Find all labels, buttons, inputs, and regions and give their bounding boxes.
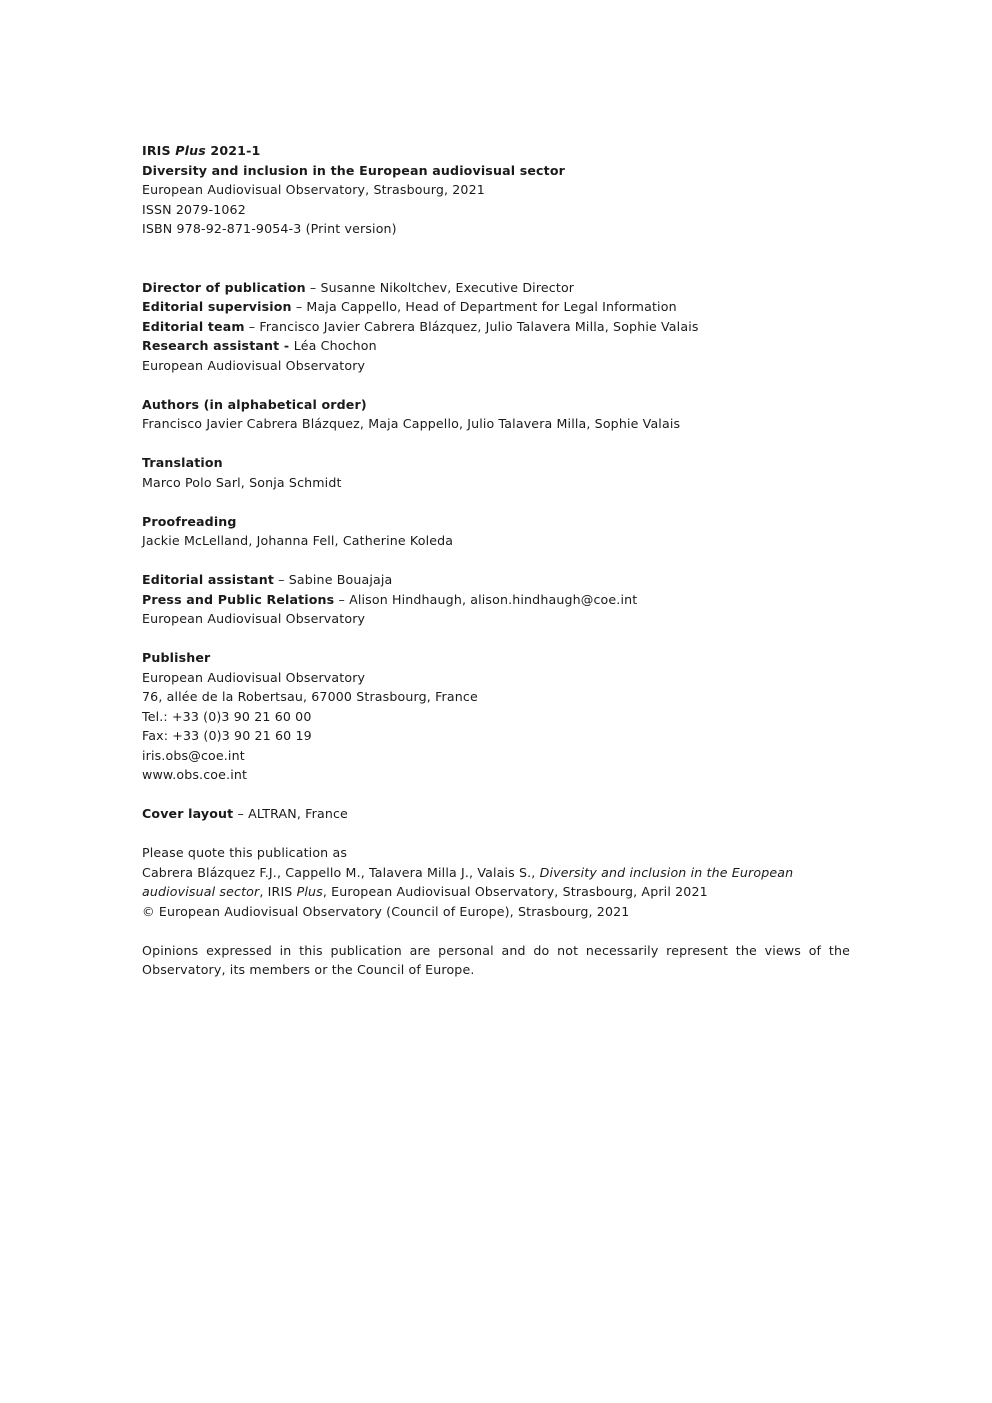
proofreading-label: Proofreading xyxy=(142,513,237,529)
series-prefix: IRIS xyxy=(142,143,176,158)
citation-series: Plus xyxy=(296,884,323,899)
issn: ISSN 2079-1062 xyxy=(142,201,246,217)
publication-title: Diversity and inclusion in the European audiovisual sector xyxy=(142,162,566,178)
research-line xyxy=(142,336,850,356)
credits-org: European Audiovisual Observatory xyxy=(142,357,366,373)
director-line xyxy=(142,278,850,298)
editorial-assistant-label: Editorial assistant xyxy=(142,572,274,587)
authors-value: Francisco Javier Cabrera Blázquez, Maja Cappello, Julio Talavera Milla, Sophie Valais xyxy=(142,416,681,431)
cover-line xyxy=(142,804,850,824)
press-line xyxy=(142,590,850,610)
press-label: Press and Public Relations xyxy=(142,591,335,607)
citation-tail: , European Audiovisual Observatory, Strasbourg, April 2021 xyxy=(322,884,708,899)
publisher-email[interactable]: iris.obs@coe.int xyxy=(142,747,245,763)
disclaimer: Opinions expressed in this publication are personal and do not necessarily represent the views of the Observatory, its members or the Council of Europe. xyxy=(142,942,850,977)
cover-label: Cover layout xyxy=(142,806,234,821)
publisher-fax: Fax: +33 (0)3 90 21 60 19 xyxy=(142,728,312,743)
supervision-value: – Maja Cappello, Head of Department for Legal Information xyxy=(291,299,677,314)
citation-mid: , IRIS xyxy=(259,884,297,899)
authors-label: Authors (in alphabetical order) xyxy=(142,396,367,412)
team-label: Editorial team xyxy=(142,318,245,334)
publisher-label: Publisher xyxy=(142,650,211,665)
publisher-name: European Audiovisual Observatory xyxy=(142,669,366,685)
imprint-page xyxy=(142,141,850,980)
press-value: – Alison Hindhaugh, alison.hindhaugh@coe.int xyxy=(334,591,638,607)
team-value: – Francisco Javier Cabrera Blázquez, Julio Talavera Milla, Sophie Valais xyxy=(244,318,699,334)
research-label: Research assistant - xyxy=(142,338,294,353)
citation-authors: Cabrera Blázquez F.J., Cappello M., Talavera Milla J., Valais S., xyxy=(142,864,540,880)
research-value: Léa Chochon xyxy=(293,338,377,353)
team-line xyxy=(142,317,850,337)
assistants-org: European Audiovisual Observatory xyxy=(142,611,366,626)
citation-text xyxy=(142,863,850,902)
cover-value: – ALTRAN, France xyxy=(233,806,348,821)
publisher-tel: Tel.: +33 (0)3 90 21 60 00 xyxy=(142,708,312,724)
series-suffix: 2021-1 xyxy=(205,143,261,158)
translation-value: Marco Polo Sarl, Sonja Schmidt xyxy=(142,474,342,490)
editorial-assistant-value: – Sabine Bouajaja xyxy=(274,572,393,587)
isbn: ISBN 978-92-871-9054-3 (Print version) xyxy=(142,221,397,236)
editorial-assistant-line xyxy=(142,570,850,590)
publisher-address: 76, allée de la Robertsau, 67000 Strasbourg, France xyxy=(142,689,478,704)
director-value: – Susanne Nikoltchev, Executive Director xyxy=(305,279,575,295)
citation-intro: Please quote this publication as xyxy=(142,845,348,860)
series-line xyxy=(142,141,850,161)
supervision-label: Editorial supervision xyxy=(142,299,292,314)
supervision-line xyxy=(142,297,850,317)
citation-title: Diversity and inclusion in the European audiovisual sector xyxy=(142,864,794,899)
translation-label: Translation xyxy=(142,455,223,470)
publisher-line: European Audiovisual Observatory, Strasbourg, 2021 xyxy=(142,182,485,197)
series-italic: Plus xyxy=(175,143,206,158)
director-label: Director of publication xyxy=(142,279,306,295)
proofreading-value: Jackie McLelland, Johanna Fell, Catherine Koleda xyxy=(142,533,454,548)
publisher-website[interactable]: www.obs.coe.int xyxy=(142,767,248,782)
copyright-line: © European Audiovisual Observatory (Council of Europe), Strasbourg, 2021 xyxy=(142,903,630,919)
